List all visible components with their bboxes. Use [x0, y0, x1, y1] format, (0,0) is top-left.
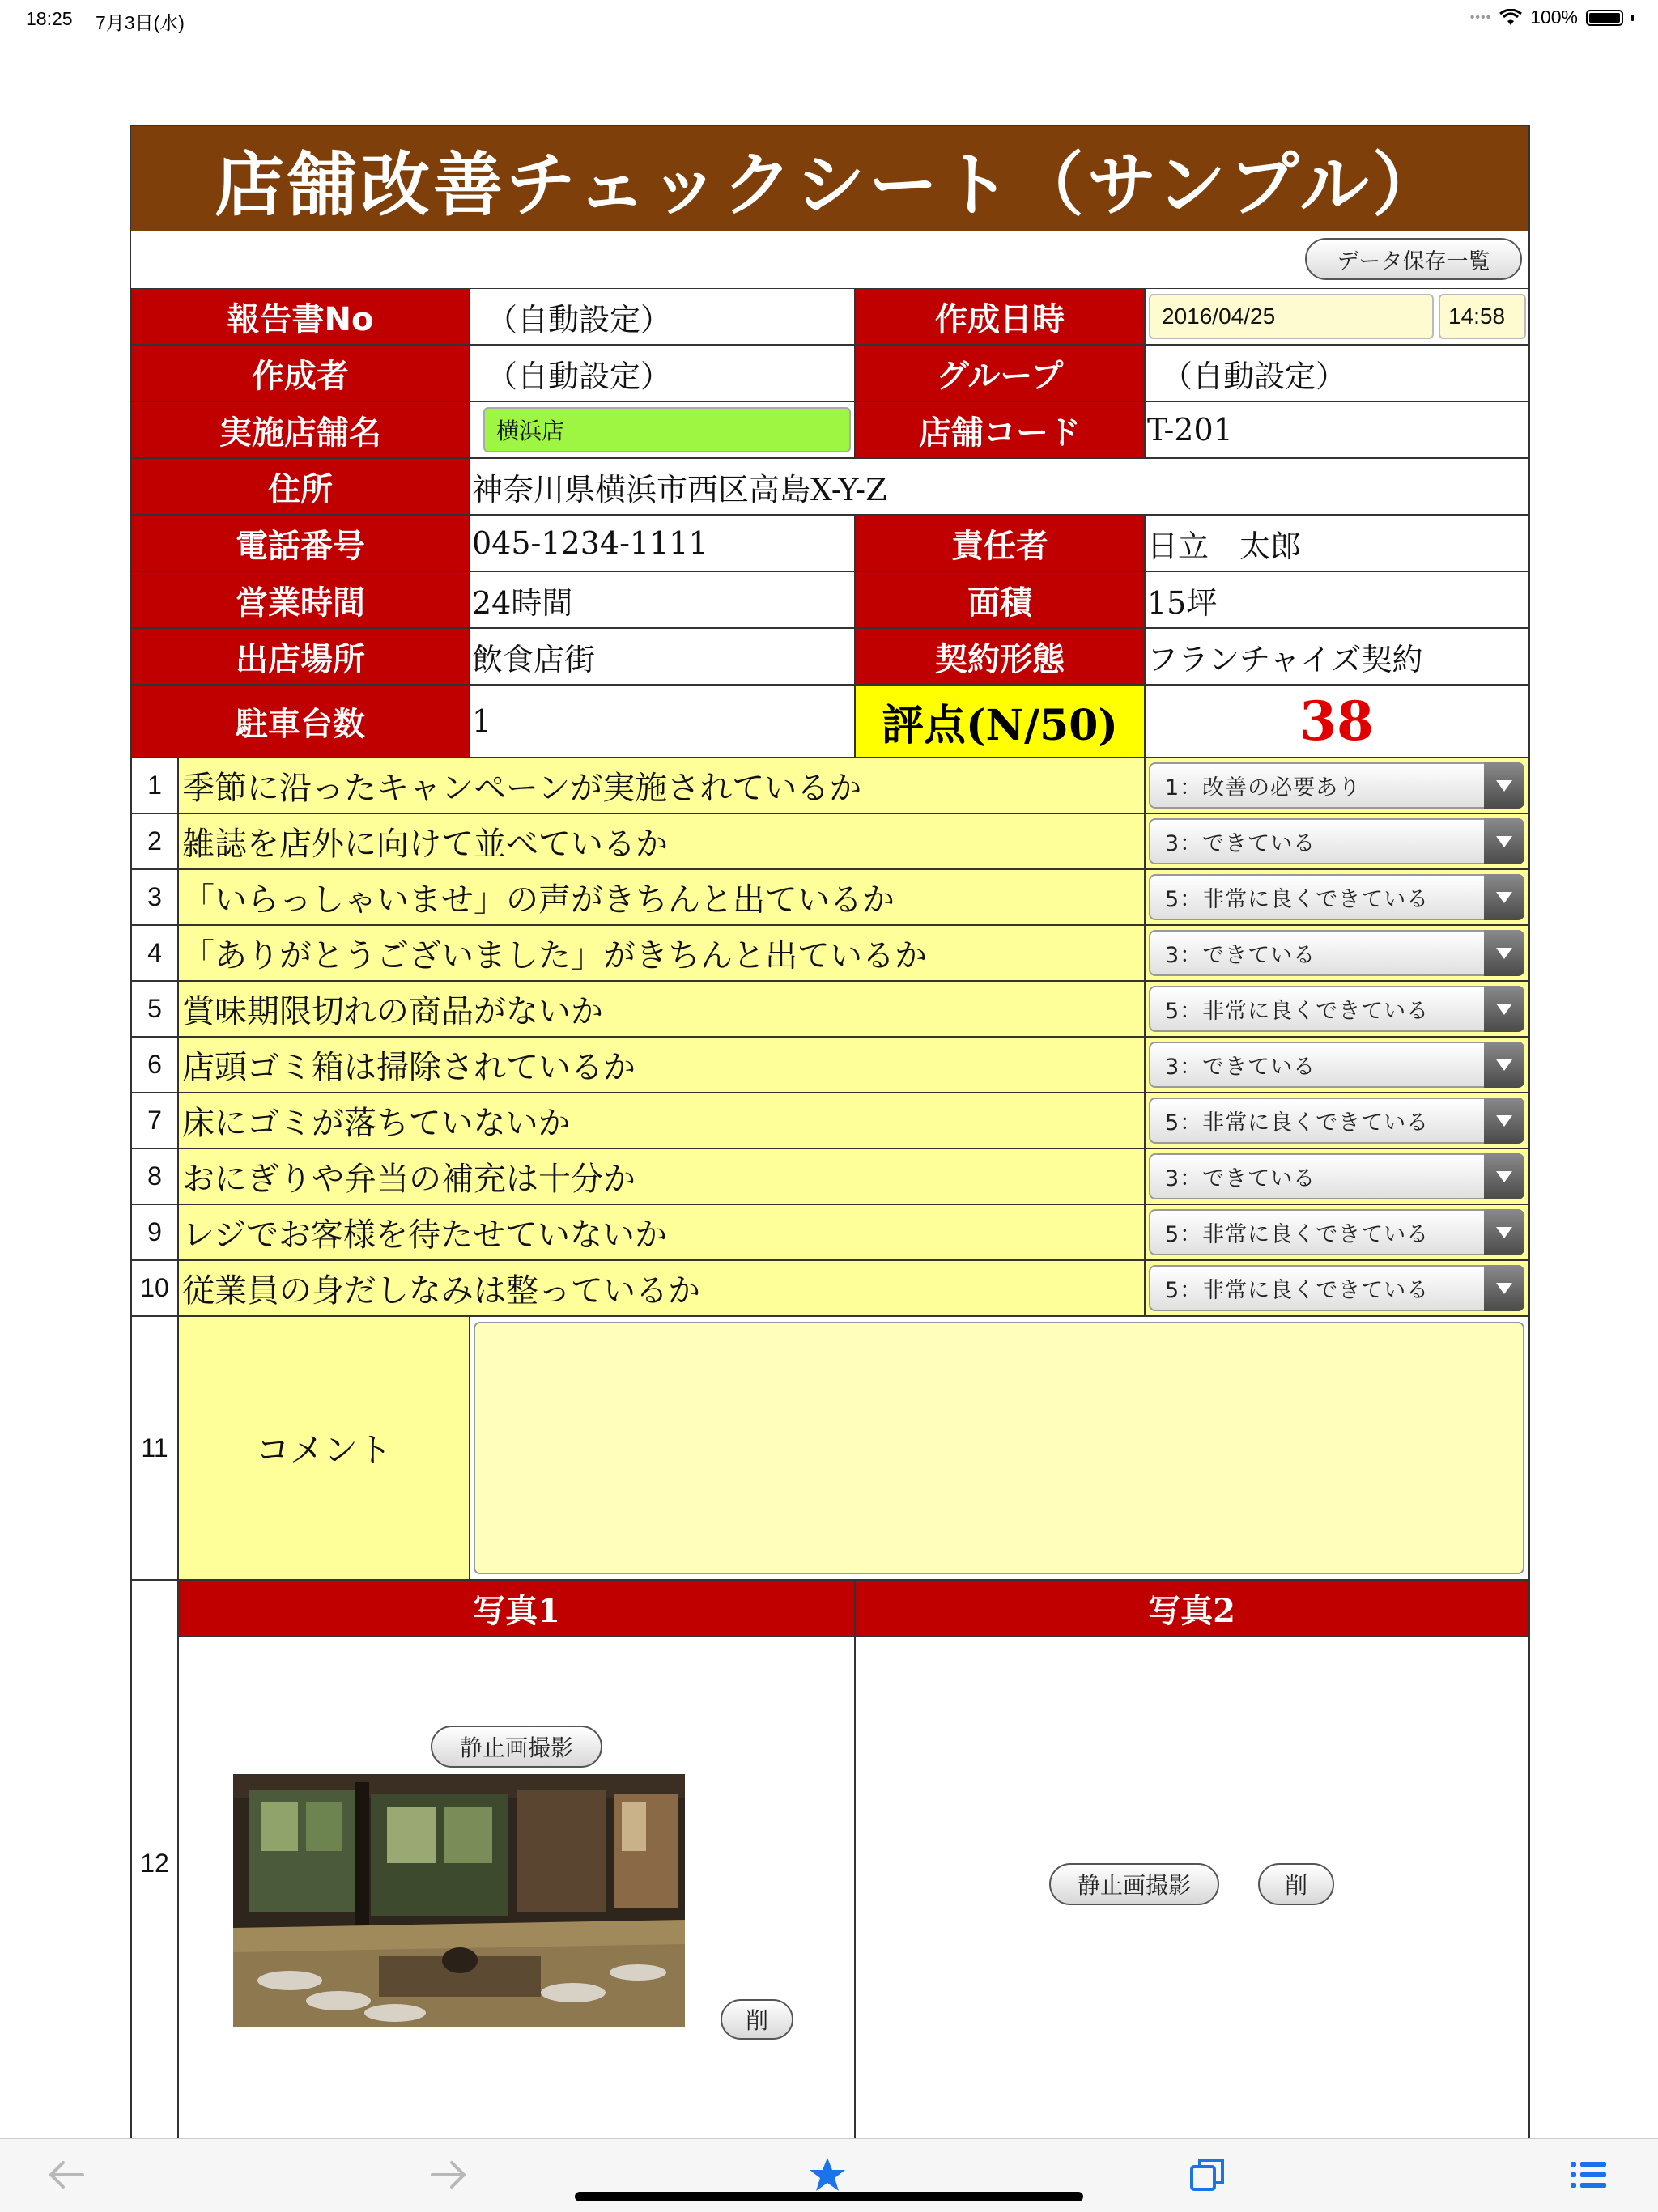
question-text: レジでお客様を待たせていないか: [178, 1204, 1145, 1260]
answer-select[interactable]: [1149, 930, 1524, 976]
answer-select[interactable]: [1149, 762, 1524, 809]
back-arrow-icon[interactable]: [42, 2150, 91, 2199]
answer-cell: [1145, 1148, 1528, 1204]
answer-select[interactable]: [1149, 986, 1524, 1032]
photo2-delete-button[interactable]: 削: [1258, 1863, 1334, 1905]
photo2-capture-button[interactable]: 静止画撮影: [1049, 1863, 1219, 1905]
answer-cell: [1145, 1037, 1528, 1093]
question-text: 雑誌を店外に向けて並べているか: [178, 813, 1145, 869]
comment-label: コメント: [178, 1316, 470, 1580]
store-code-label: 店舗コード: [855, 401, 1145, 458]
contract-value: フランチャイズ契約: [1145, 628, 1528, 685]
list-icon[interactable]: [1564, 2150, 1613, 2199]
chevron-down-icon[interactable]: [1484, 874, 1524, 920]
question-number: 5: [131, 981, 178, 1037]
store-name-field[interactable]: 横浜店: [483, 407, 851, 452]
area-label: 面積: [855, 571, 1145, 628]
answer-cell: [1145, 925, 1528, 981]
question-number: 7: [131, 1093, 178, 1148]
status-time: 18:25: [26, 8, 73, 29]
chevron-down-icon[interactable]: [1484, 1153, 1524, 1199]
chevron-down-icon[interactable]: [1484, 1098, 1524, 1144]
store-name-cell: [470, 401, 855, 458]
answer-cell: [1145, 1260, 1528, 1316]
store-code-value: T-201: [1145, 401, 1528, 458]
status-date: 7月3日(水): [96, 12, 185, 33]
photo1-header: 写真1: [178, 1580, 855, 1637]
created-at-label: 作成日時: [855, 288, 1145, 345]
chevron-down-icon[interactable]: [1484, 1042, 1524, 1088]
question-number: 2: [131, 813, 178, 869]
created-at-cell: [1145, 288, 1528, 345]
wifi-icon: [1499, 9, 1522, 27]
comment-row-number: 11: [131, 1316, 178, 1580]
photo1-capture-button[interactable]: 静止画撮影: [431, 1726, 602, 1768]
answer-select[interactable]: [1149, 1042, 1524, 1088]
contract-label: 契約形態: [855, 628, 1145, 685]
question-number: 10: [131, 1260, 178, 1316]
address-label: 住所: [131, 458, 470, 515]
question-text: 季節に沿ったキャンペーンが実施されているか: [178, 758, 1145, 813]
answer-cell: [1145, 869, 1528, 925]
status-right: [1470, 6, 1634, 28]
answer-select-value: 1：改善の必要あり: [1165, 775, 1362, 800]
answer-select-value: 3：できている: [1165, 1055, 1316, 1080]
question-text: 従業員の身だしなみは整っているか: [178, 1260, 1145, 1316]
answer-select-value: 5：非常に良くできている: [1165, 887, 1430, 912]
answer-cell: [1145, 813, 1528, 869]
answer-select-value: 5：非常に良くできている: [1165, 1278, 1430, 1303]
group-value: （自動設定）: [1145, 345, 1528, 401]
answer-cell: [1145, 1093, 1528, 1148]
report-no-value: （自動設定）: [470, 288, 855, 345]
manager-label: 責任者: [855, 515, 1145, 571]
data-save-list-button[interactable]: データ保存一覧: [1305, 238, 1522, 280]
score-value: 38: [1145, 685, 1528, 758]
created-time-field[interactable]: 14:58: [1439, 294, 1526, 339]
chevron-down-icon[interactable]: [1484, 930, 1524, 976]
photo-row-number: 12: [131, 1580, 178, 2146]
battery-icon: [1586, 10, 1623, 26]
chevron-down-icon[interactable]: [1484, 1209, 1524, 1255]
question-text: 「ありがとうございました」がきちんと出ているか: [178, 925, 1145, 981]
answer-select[interactable]: [1149, 1265, 1524, 1311]
status-bar: [0, 0, 1658, 40]
answer-select-value: 3：できている: [1165, 831, 1316, 856]
question-number: 1: [131, 758, 178, 813]
comment-textarea[interactable]: [474, 1322, 1524, 1574]
answer-cell: [1145, 981, 1528, 1037]
address-value: 神奈川県横浜市西区高島X-Y-Z: [470, 458, 1528, 515]
parking-label: 駐車台数: [131, 685, 470, 758]
room-photo: [233, 1774, 685, 2027]
question-number: 3: [131, 869, 178, 925]
hours-label: 営業時間: [131, 571, 470, 628]
question-number: 4: [131, 925, 178, 981]
signal-icon: ••••: [1469, 10, 1492, 24]
store-name-label: 実施店舗名: [131, 401, 470, 458]
author-label: 作成者: [131, 345, 470, 401]
answer-select[interactable]: [1149, 874, 1524, 920]
forward-arrow-icon[interactable]: [424, 2150, 473, 2199]
area-value: 15坪: [1145, 571, 1528, 628]
report-no-label: 報告書No: [131, 288, 470, 345]
chevron-down-icon[interactable]: [1484, 762, 1524, 809]
question-text: おにぎりや弁当の補充は十分か: [178, 1148, 1145, 1204]
question-text: 床にゴミが落ちていないか: [178, 1093, 1145, 1148]
group-label: グループ: [855, 345, 1145, 401]
answer-select[interactable]: [1149, 1098, 1524, 1144]
chevron-down-icon[interactable]: [1484, 986, 1524, 1032]
question-text: 賞味期限切れの商品がないか: [178, 981, 1145, 1037]
home-indicator: [575, 2192, 1083, 2201]
question-number: 6: [131, 1037, 178, 1093]
question-number: 9: [131, 1204, 178, 1260]
phone-value: 045-1234-1111: [470, 515, 855, 571]
sheet-title: 店舗改善チェックシート（サンプル）: [131, 126, 1528, 231]
location-value: 飲食店街: [470, 628, 855, 685]
chevron-down-icon[interactable]: [1484, 1265, 1524, 1311]
answer-cell: [1145, 758, 1528, 813]
answer-select-value: 5：非常に良くできている: [1165, 1222, 1430, 1247]
photo1-image[interactable]: [233, 1774, 685, 2027]
answer-select[interactable]: [1149, 1153, 1524, 1199]
answer-select-value: 5：非常に良くできている: [1165, 1110, 1430, 1136]
question-text: 「いらっしゃいませ」の声がきちんと出ているか: [178, 869, 1145, 925]
author-value: （自動設定）: [470, 345, 855, 401]
photo2-header: 写真2: [855, 1580, 1528, 1637]
battery-percent: 100%: [1530, 6, 1578, 28]
chevron-down-icon[interactable]: [1484, 818, 1524, 864]
battery-tip-icon: [1631, 15, 1634, 21]
answer-select-value: 3：できている: [1165, 943, 1316, 968]
question-number: 8: [131, 1148, 178, 1204]
question-text: 店頭ゴミ箱は掃除されているか: [178, 1037, 1145, 1093]
answer-select-value: 5：非常に良くできている: [1165, 999, 1430, 1024]
location-label: 出店場所: [131, 628, 470, 685]
answer-cell: [1145, 1204, 1528, 1260]
answer-select-value: 3：できている: [1165, 1166, 1316, 1191]
phone-label: 電話番号: [131, 515, 470, 571]
created-date-field[interactable]: 2016/04/25: [1149, 294, 1434, 339]
hours-value: 24時間: [470, 571, 855, 628]
photo1-delete-button[interactable]: 削: [721, 1999, 793, 2040]
comment-cell: [470, 1316, 1528, 1580]
answer-select[interactable]: [1149, 818, 1524, 864]
parking-value: 1: [470, 685, 855, 758]
score-label: 評点(N/50): [855, 685, 1145, 758]
tabs-icon[interactable]: [1184, 2150, 1232, 2199]
manager-value: 日立 太郎: [1145, 515, 1528, 571]
answer-select[interactable]: [1149, 1209, 1524, 1255]
